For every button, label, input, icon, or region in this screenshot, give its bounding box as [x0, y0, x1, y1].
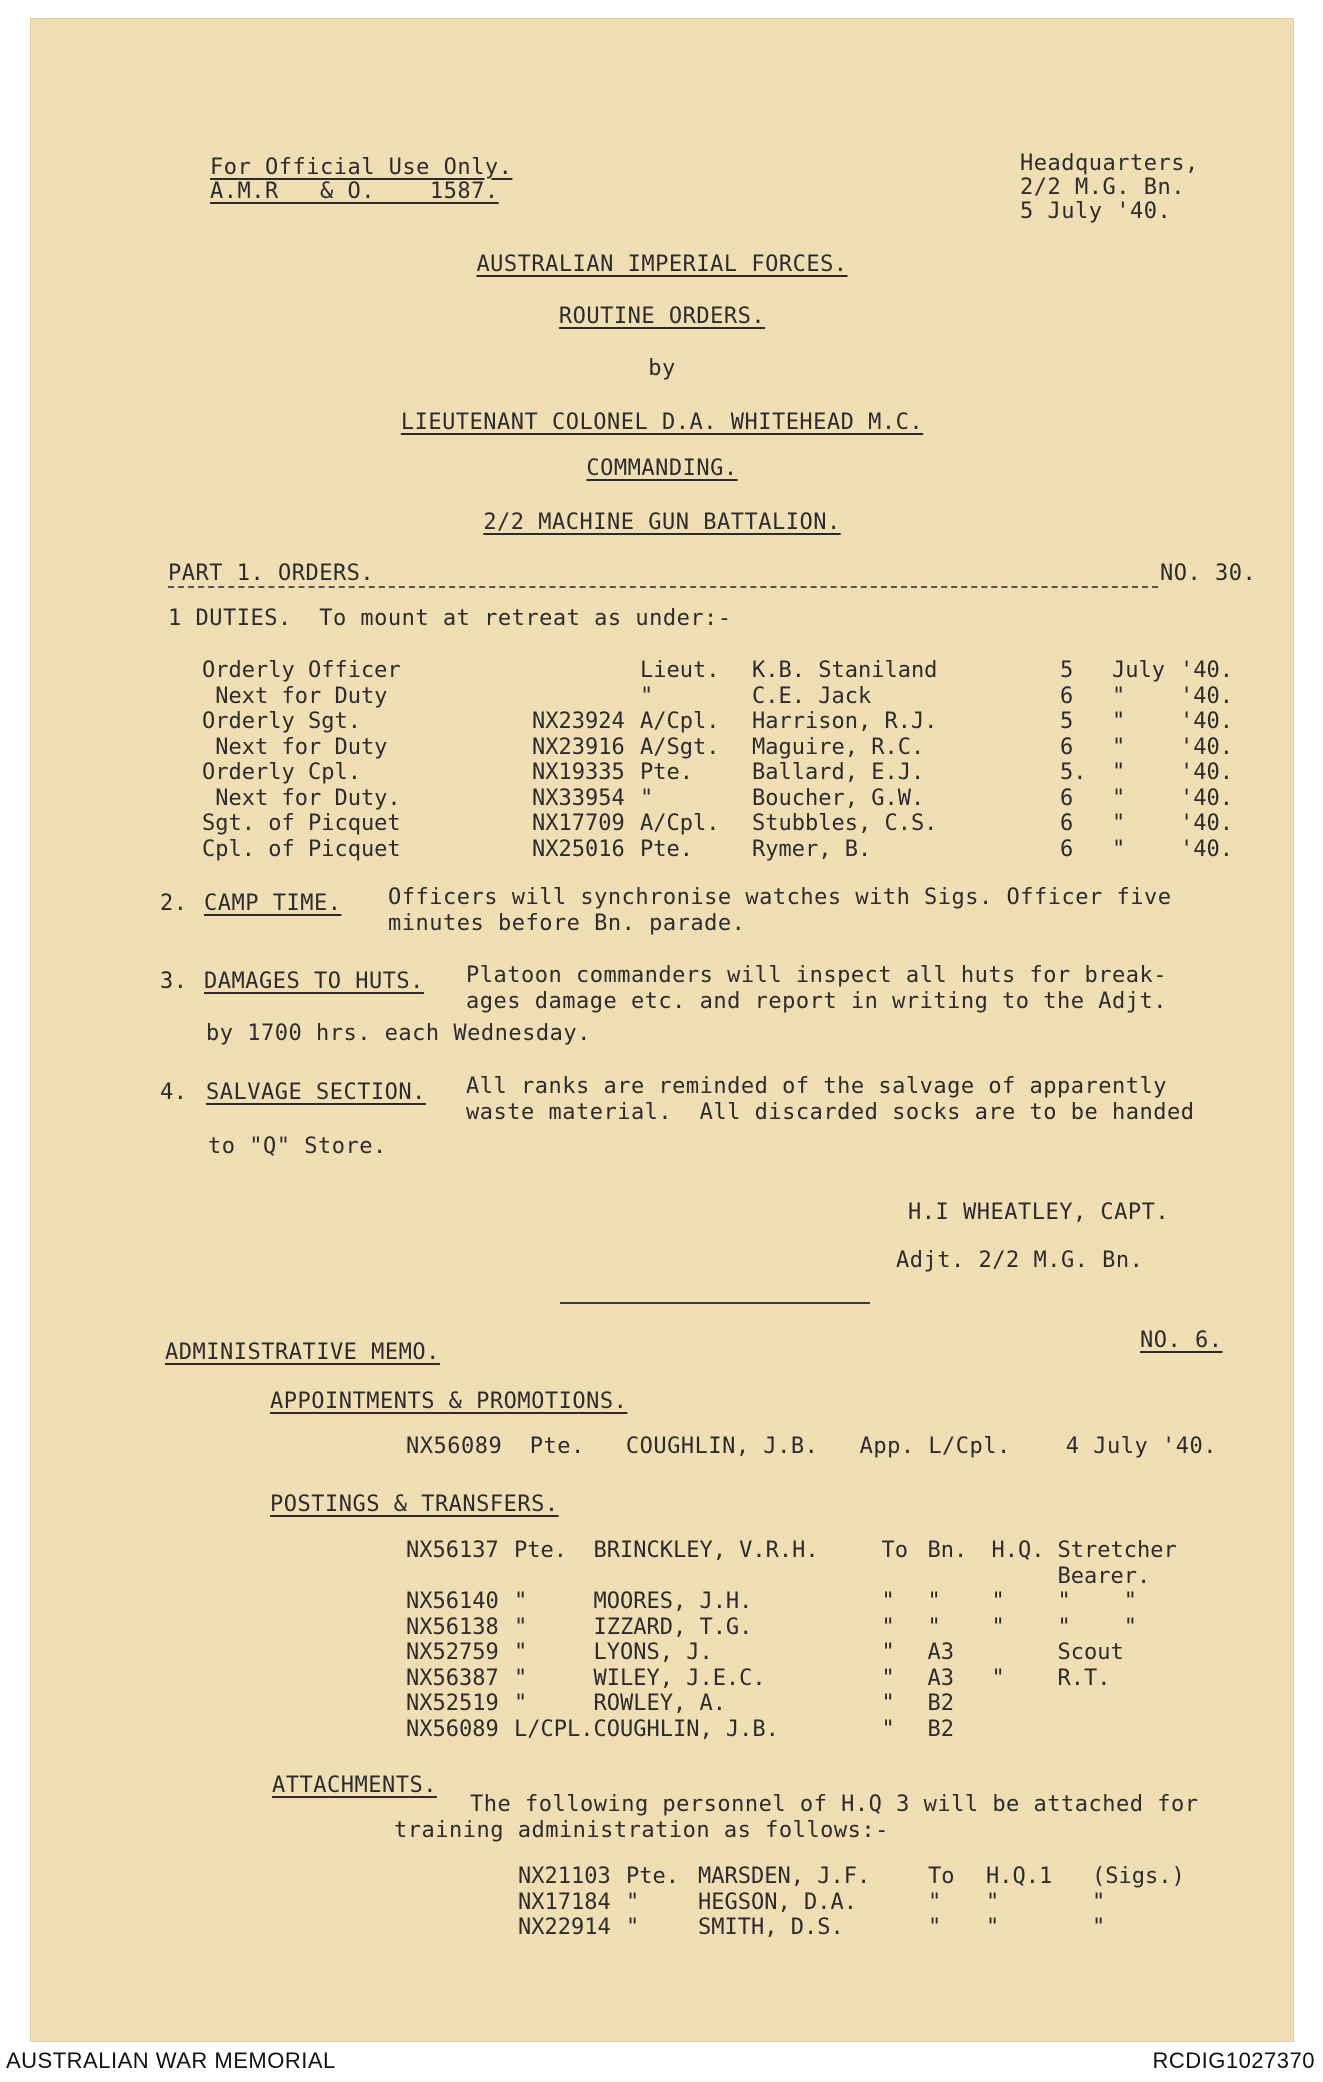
duty-row-role: Orderly Officer: [202, 658, 401, 683]
amr-reference: A.M.R & O. 1587.: [210, 179, 499, 204]
hq-line-2: 2/2 M.G. Bn.: [1020, 175, 1185, 200]
duty-row-day: 6: [1060, 734, 1074, 760]
posting-row-num: NX52759: [406, 1640, 499, 1665]
duty-row-role: Cpl. of Picquet: [202, 836, 401, 862]
duty-row-year: '40.: [1180, 785, 1233, 811]
posting-row-rank: L/CPL.: [514, 1716, 594, 1742]
footer-id: RCDIG1027370: [1152, 2048, 1315, 2073]
duty-row-year: '40.: [1180, 760, 1233, 785]
item-4-label: SALVAGE SECTION.: [206, 1080, 426, 1105]
duty-row-rank: ": [640, 785, 654, 811]
posting-row-to: ": [881, 1589, 895, 1614]
posting-row-name: COUGHLIN, J.B.: [593, 1716, 779, 1742]
posting-row-role: Scout: [1057, 1640, 1124, 1665]
duty-row-month: ": [1112, 785, 1126, 811]
title-commanding: COMMANDING.: [586, 456, 738, 481]
posting-row-role: R.T.: [1057, 1665, 1111, 1691]
duty-row-year: '40.: [1180, 683, 1233, 709]
posting-row-sub: [991, 1691, 1057, 1717]
duty-row-name: K.B. Staniland: [752, 658, 938, 683]
posting-row-unit: [927, 1564, 991, 1590]
posting-row-sub: [991, 1717, 1057, 1743]
title-routine-orders: ROUTINE ORDERS.: [558, 304, 766, 329]
duty-row-month: ": [1112, 734, 1126, 760]
posting-row-role: [1057, 1717, 1237, 1743]
posting-row-rank: [514, 1564, 593, 1590]
title-battalion: 2/2 MACHINE GUN BATTALION.: [483, 510, 841, 535]
posting-row-name: LYONS, J.: [593, 1640, 713, 1665]
attachment-row-name: SMITH, D.S.: [698, 1915, 844, 1940]
duty-row-rank: A/Cpl.: [640, 811, 720, 836]
item-2-text-2: minutes before Bn. parade.: [388, 911, 746, 936]
posting-row: [406, 1615, 1237, 1641]
attachment-row-to: ": [928, 1915, 942, 1940]
attachment-row: [518, 1890, 1202, 1916]
attachment-row-to: ": [928, 1889, 942, 1915]
postings-table: [406, 1538, 1237, 1742]
section-divider: [560, 1302, 870, 1304]
attachment-row-to: To: [928, 1864, 955, 1889]
attachment-row-unit: H.Q.1: [986, 1864, 1053, 1889]
posting-row-to: ": [881, 1691, 895, 1716]
attachments-text-2: training administration as follows:-: [394, 1818, 889, 1843]
posting-row-rank: ": [514, 1665, 528, 1691]
duty-row-month: July: [1112, 658, 1165, 683]
attachment-row-rank: ": [626, 1915, 640, 1940]
duty-row-role: Next for Duty: [202, 683, 388, 709]
duty-row-year: '40.: [1180, 836, 1233, 862]
duty-row: [202, 837, 1240, 863]
duty-row-name: Boucher, G.W.: [752, 785, 925, 811]
duty-row-role: Next for Duty.: [202, 785, 401, 811]
posting-row: [406, 1691, 1237, 1717]
attachments-table: [518, 1864, 1202, 1941]
attachment-row-rank: Pte.: [626, 1864, 679, 1889]
duty-row-name: Ballard, E.J.: [752, 760, 925, 785]
hq-date: 5 July '40.: [1020, 199, 1172, 224]
duty-row: [202, 760, 1240, 786]
posting-row-name: BRINCKLEY, V.R.H.: [593, 1538, 819, 1563]
duty-row-rank: A/Sgt.: [640, 734, 720, 760]
attachment-row-unit: ": [986, 1915, 1000, 1940]
posting-row-num: NX56387: [406, 1665, 499, 1691]
duties-table: [202, 658, 1240, 862]
duty-row-year: '40.: [1180, 734, 1233, 760]
posting-row-name: IZZARD, T.G.: [593, 1614, 753, 1640]
duty-row-day: 5.: [1060, 760, 1087, 785]
attachment-row-note: (Sigs.): [1092, 1864, 1185, 1889]
posting-row-role: " ": [1057, 1589, 1137, 1614]
item-2-number: 2.: [160, 891, 188, 916]
duty-row-num: NX23924: [532, 709, 625, 734]
title-by: by: [648, 356, 676, 381]
posting-row-num: NX56138: [406, 1614, 499, 1640]
attachments-heading: ATTACHMENTS.: [272, 1773, 437, 1798]
duty-row: [202, 735, 1240, 761]
part1-number: NO. 30.: [1160, 561, 1257, 586]
attachment-row-rank: ": [626, 1889, 640, 1915]
duty-row-num: NX33954: [532, 785, 625, 811]
posting-row-sub: ": [991, 1589, 1005, 1614]
duty-row-role: Orderly Sgt.: [202, 709, 361, 734]
duty-row: [202, 811, 1240, 837]
duty-row-name: C.E. Jack: [752, 683, 872, 709]
title-commander: LIEUTENANT COLONEL D.A. WHITEHEAD M.C.: [400, 410, 924, 435]
duty-row-rank: Lieut.: [640, 658, 720, 683]
document-page: [30, 18, 1294, 2042]
duty-row-month: ": [1112, 709, 1126, 734]
duty-row-name: Maguire, R.C.: [752, 734, 925, 760]
duty-row-month: ": [1112, 836, 1126, 862]
attachment-row: [518, 1864, 1202, 1890]
posting-row-name: WILEY, J.E.C.: [593, 1665, 766, 1691]
posting-row-rank: ": [514, 1614, 528, 1640]
duty-row-name: Harrison, R.J.: [752, 709, 938, 734]
duty-row-rank: ": [640, 683, 654, 709]
posting-row: [406, 1717, 1237, 1743]
appointment-line: NX56089 Pte. COUGHLIN, J.B. App. L/Cpl. 4 July '40.: [406, 1434, 1217, 1459]
duty-row-rank: Pte.: [640, 836, 693, 862]
attachment-row: [518, 1915, 1202, 1941]
posting-row: [406, 1589, 1237, 1615]
attachment-row-num: NX21103: [518, 1864, 611, 1889]
posting-row-rank: ": [514, 1691, 528, 1716]
title-forces: AUSTRALIAN IMPERIAL FORCES.: [476, 252, 848, 277]
duty-row: [202, 658, 1240, 684]
attachment-row-name: MARSDEN, J.F.: [698, 1864, 871, 1889]
duty-row-num: NX17709: [532, 811, 625, 836]
posting-row-num: NX52519: [406, 1691, 499, 1716]
posting-row-unit: A3: [927, 1640, 954, 1665]
attachment-row-unit: ": [986, 1889, 1000, 1915]
posting-row-rank: ": [514, 1640, 528, 1665]
posting-row-unit: B2: [927, 1691, 954, 1716]
posting-row-to: ": [881, 1614, 895, 1640]
posting-row-to: To: [881, 1538, 908, 1563]
posting-row-rank: Pte.: [514, 1538, 567, 1563]
attachment-row-name: HEGSON, D.A.: [698, 1889, 857, 1915]
posting-row-name: [593, 1564, 881, 1590]
posting-row-num: NX56140: [406, 1589, 499, 1614]
item-2-label: CAMP TIME.: [204, 891, 342, 916]
duty-row-month: ": [1112, 760, 1126, 785]
posting-row: [406, 1564, 1237, 1590]
posting-row-num: NX56089: [406, 1716, 499, 1742]
duty-row-rank: Pte.: [640, 760, 693, 785]
item-3-number: 3.: [160, 969, 188, 994]
duty-row-role: Sgt. of Picquet: [202, 811, 401, 836]
attachment-row-note: ": [1092, 1889, 1106, 1915]
posting-row-role: Stretcher: [1057, 1538, 1177, 1563]
item-2-text-1: Officers will synchronise watches with Sigs. Officer five: [388, 885, 1172, 910]
posting-row-name: MOORES, J.H.: [593, 1589, 753, 1614]
item-4-text-3: to "Q" Store.: [208, 1134, 387, 1159]
posting-row-unit: A3: [927, 1665, 954, 1691]
admin-memo-label: ADMINISTRATIVE MEMO.: [165, 1340, 440, 1365]
posting-row-unit: ": [927, 1614, 941, 1640]
posting-row-role: " ": [1057, 1614, 1137, 1640]
posting-row-num: [406, 1564, 514, 1590]
duty-row-num: [532, 658, 640, 684]
duty-row-year: '40.: [1180, 709, 1233, 734]
duty-row-role: Next for Duty: [202, 734, 388, 760]
posting-row-sub: ": [991, 1665, 1005, 1691]
duty-row: [202, 709, 1240, 735]
duty-row-rank: A/Cpl.: [640, 709, 720, 734]
duty-row-name: Rymer, B.: [752, 836, 872, 862]
duty-row-year: '40.: [1180, 811, 1233, 836]
posting-row-role: [1057, 1691, 1237, 1717]
item-4-text-2: waste material. All discarded socks are to be handed: [466, 1100, 1195, 1125]
posting-row-sub: [991, 1564, 1057, 1590]
footer-institution: AUSTRALIAN WAR MEMORIAL: [6, 2048, 336, 2073]
signature-name: H.I WHEATLEY, CAPT.: [908, 1200, 1170, 1225]
posting-row-unit: Bn.: [927, 1538, 968, 1563]
attachment-row-num: NX17184: [518, 1889, 611, 1915]
posting-row-to: ": [881, 1716, 895, 1742]
official-use-line: For Official Use Only.: [210, 155, 513, 180]
posting-row: [406, 1538, 1237, 1564]
item-3-text-3: by 1700 hrs. each Wednesday.: [206, 1021, 591, 1046]
duty-row-day: 5: [1060, 709, 1074, 734]
attachment-row-num: NX22914: [518, 1915, 611, 1940]
posting-row-name: ROWLEY, A.: [593, 1691, 726, 1716]
item-4-text-1: All ranks are reminded of the salvage of apparently: [466, 1074, 1168, 1099]
duty-row-day: 6: [1060, 785, 1074, 811]
duty-row-num: NX19335: [532, 760, 625, 785]
duty-row-num: NX23916: [532, 734, 625, 760]
posting-row-sub: H.Q.: [991, 1538, 1045, 1563]
item-3-text-1: Platoon commanders will inspect all huts for break-: [466, 963, 1168, 988]
duty-row-month: ": [1112, 683, 1126, 709]
posting-row-rank: ": [514, 1589, 528, 1614]
posting-row-sub: ": [991, 1614, 1005, 1640]
duties-heading: 1 DUTIES. To mount at retreat as under:-: [168, 606, 732, 631]
duty-row-day: 6: [1060, 811, 1074, 836]
admin-memo-number: NO. 6.: [1140, 1328, 1223, 1353]
duty-row-day: 5: [1060, 658, 1074, 683]
attachment-row-note: ": [1092, 1915, 1106, 1940]
posting-row-to: ": [881, 1640, 895, 1665]
duty-row: [202, 786, 1240, 812]
attachments-text-1: The following personnel of H.Q 3 will be attached for: [470, 1792, 1199, 1817]
posting-row-to: [881, 1564, 927, 1590]
posting-row-unit: B2: [927, 1716, 954, 1742]
duty-row-day: 6: [1060, 683, 1074, 709]
posting-row: [406, 1666, 1237, 1692]
duty-row-role: Orderly Cpl.: [202, 760, 361, 785]
hq-line-1: Headquarters,: [1020, 151, 1199, 176]
part1-rule: [168, 586, 1158, 588]
posting-row-to: ": [881, 1665, 895, 1691]
posting-row-unit: ": [927, 1589, 941, 1614]
posting-row-num: NX56137: [406, 1538, 499, 1563]
appointments-heading: APPOINTMENTS & PROMOTIONS.: [270, 1389, 628, 1414]
posting-row: [406, 1640, 1237, 1666]
duty-row-day: 6: [1060, 836, 1074, 862]
posting-row-role: Bearer.: [1057, 1563, 1151, 1589]
item-4-number: 4.: [160, 1080, 188, 1105]
duty-row-month: ": [1112, 811, 1126, 836]
item-3-label: DAMAGES TO HUTS.: [204, 969, 424, 994]
posting-row-sub: [991, 1640, 1057, 1666]
part1-label: PART 1. ORDERS.: [168, 561, 375, 586]
duty-row-num: NX25016: [532, 836, 625, 862]
duty-row-year: '40.: [1180, 658, 1233, 683]
signature-title: Adjt. 2/2 M.G. Bn.: [896, 1248, 1144, 1273]
postings-heading: POSTINGS & TRANSFERS.: [270, 1492, 559, 1517]
duty-row: [202, 684, 1240, 710]
duty-row-num: [532, 684, 640, 710]
item-3-text-2: ages damage etc. and report in writing to the Adjt.: [466, 989, 1168, 1014]
duty-row-name: Stubbles, C.S.: [752, 811, 938, 836]
